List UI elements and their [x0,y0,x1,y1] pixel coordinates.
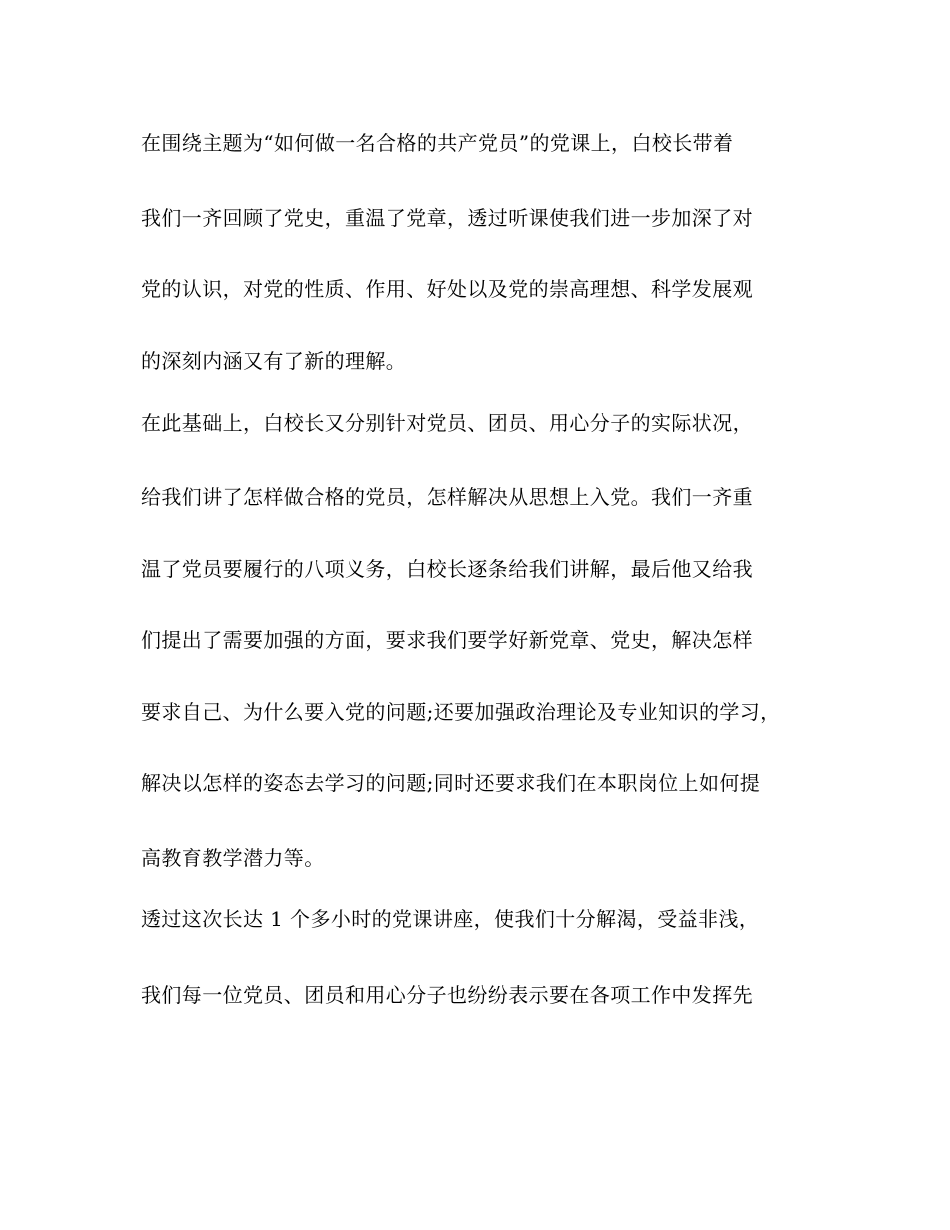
text-line: 们提出了需要加强的方面，要求我们要学好新党章、党史，解决怎样 [141,628,753,652]
text-line: 要求自己、为什么要入党的问题;还要加强政治理论及专业知识的学习， [141,700,781,724]
text-line: 透过这次长达 1 个多小时的党课讲座，使我们十分解渴，受益非浅， [141,907,760,931]
text-line: 我们每一位党员、团员和用心分子也纷纷表示要在各项工作中发挥先 [141,983,753,1007]
text-line: 我们一齐回顾了党史，重温了党章，透过听课使我们进一步加深了对 [141,206,753,230]
text-line: 党的认识，对党的性质、作用、好处以及党的崇高理想、科学发展观 [141,277,753,301]
text-line: 解决以怎样的姿态去学习的问题;同时还要求我们在本职岗位上如何提 [141,771,761,795]
text-line: 高教育教学潜力等。 [141,846,325,870]
text-line: 给我们讲了怎样做合格的党员，怎样解决从思想上入党。我们一齐重 [141,485,753,509]
text-line: 温了党员要履行的八项义务，白校长逐条给我们讲解，最后他又给我 [141,557,753,581]
text-line: 的深刻内涵又有了新的理解。 [141,349,407,373]
text-line: 在此基础上，白校长又分别针对党员、团员、用心分子的实际状况， [141,411,753,435]
text-line: 在围绕主题为“如何做一名合格的共产党员”的党课上，白校长带着 [141,131,734,155]
